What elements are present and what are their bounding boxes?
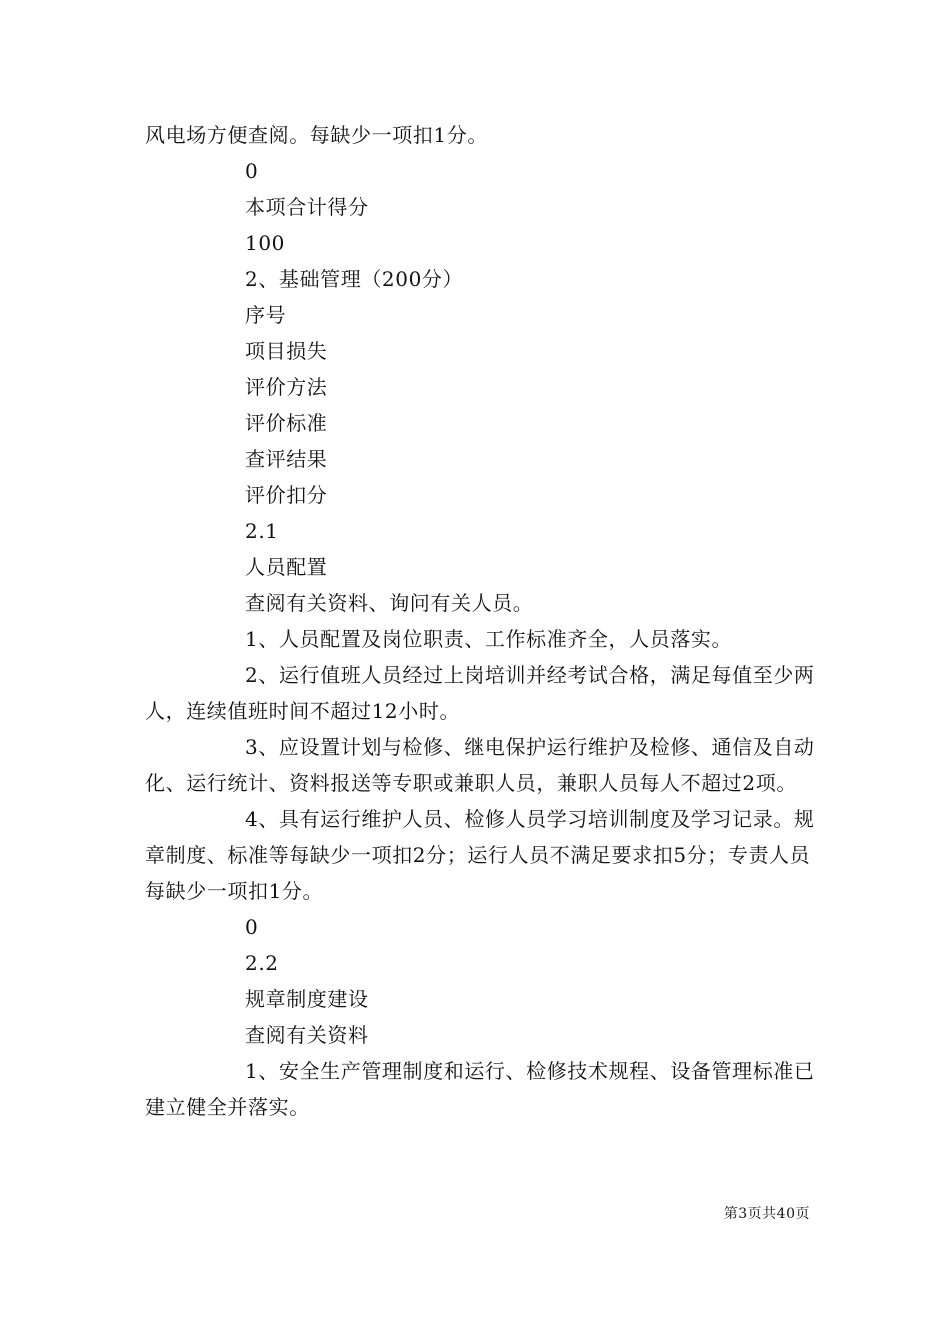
column-header-standard: 评价标准 [245,411,328,435]
page-number: 第3页共40页 [723,1206,810,1222]
standard-paragraph: 4、具有运行维护人员、检修人员学习培训制度及学习记录。规章制度、标准等每缺少一项扣2分；运行人员不满足要求扣5分；专责人员每缺少一项扣1分。 [145,807,815,903]
column-header-serial: 序号 [245,303,287,327]
standard-paragraph: 1、安全生产管理制度和运行、检修技术规程、设备管理标准已建立健全并落实。 [145,1059,815,1119]
score-value: 0 [245,915,259,939]
item-number: 2.2 [245,951,279,975]
standard-paragraph: 3、应设置计划与检修、继电保护运行维护及检修、通信及自动化、运行统计、资料报送等专职或兼职人员，兼职人员每人不超过2项。 [145,735,815,795]
item-method: 查阅有关资料 [245,1023,369,1047]
item-title: 人员配置 [245,555,328,579]
column-header-deduction: 评价扣分 [245,483,328,507]
subtotal-label: 本项合计得分 [245,195,369,219]
item-title: 规章制度建设 [245,987,369,1011]
column-header-item: 项目损失 [245,339,328,363]
document-body [145,117,815,1125]
column-header-method: 评价方法 [245,375,328,399]
item-number: 2.1 [245,519,279,543]
score-value: 0 [245,159,259,183]
column-header-result: 查评结果 [245,447,328,471]
standard-paragraph: 1、人员配置及岗位职责、工作标准齐全，人员落实。 [245,627,733,651]
standard-paragraph: 2、运行值班人员经过上岗培训并经考试合格，满足每值至少两人，连续值班时间不超过12小时。 [145,663,815,723]
item-method: 查阅有关资料、询问有关人员。 [245,591,534,615]
section-heading: 2、基础管理（200分） [245,267,464,291]
subtotal-value: 100 [245,231,285,255]
paragraph-continuation: 风电场方便查阅。每缺少一项扣1分。 [145,123,488,147]
